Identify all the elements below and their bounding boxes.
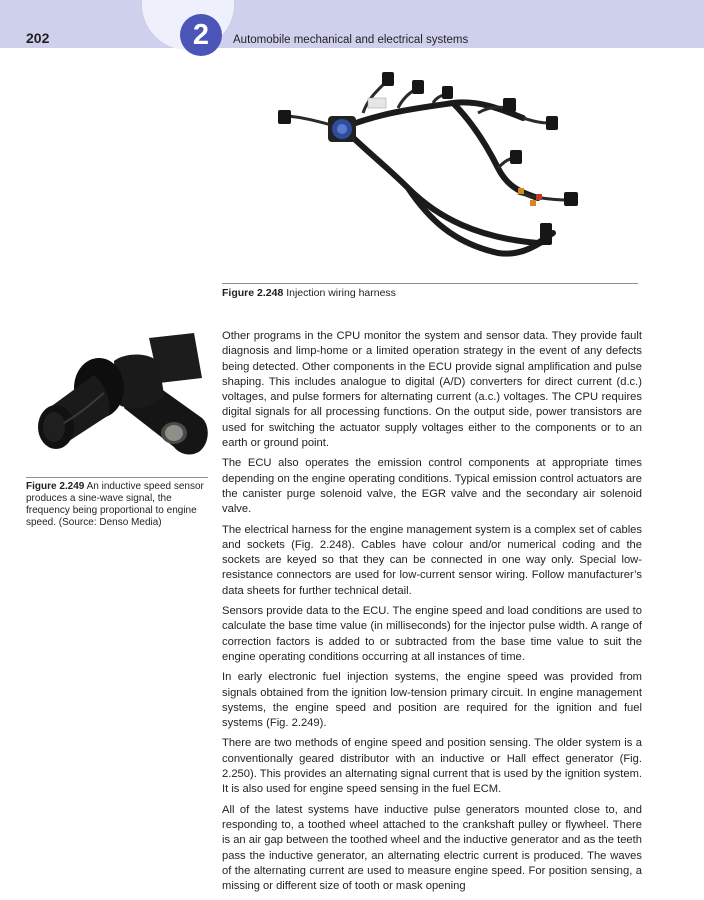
page-number: 202 [26,30,50,46]
body-paragraph: The ECU also operates the emission control components at appropriate times depending on the engine operating conditions. Typical emission control actuators are the canister purge solenoid valve, the EGR valve and the secondary air solenoid valve. [222,457,642,516]
body-paragraph: Other programs in the CPU monitor the system and sensor data. They provide fault diagnosis and limp-home or a limited operation strategy in the event of any defects being detected. Other components in the ECU provide signal amplification and pulse shaping. This includes analogue to digital (A/D) converters for direct current (d.c.) voltages, and pulse formers for alternating current (a.c.) voltages. The CPU requires digital signals for all processing functions. On the output side, power transistors are used for switching the actuator supply voltages either to the components or to an earth or ground point. [222,330,642,450]
inductive-speed-sensor-photo [24,323,214,473]
body-text [222,329,642,899]
figure-248-caption-text: Injection wiring harness [286,287,396,299]
body-paragraph: The electrical harness for the engine management system is a complex set of cables and sockets (Fig. 2.248). Cables have colour and/or numerical coding and the sockets are keyed so that they can be connected in one way only. Special low-resistance connectors are used for low-current sensor wiring. Follow manufacturer’s data sheets for further technical detail. [222,523,642,597]
figure-249-rule [26,477,208,478]
injection-wiring-harness-photo [268,68,628,278]
body-paragraph: There are two methods of engine speed and position sensing. The older system is a conventionally geared distributor with an inductive or Hall effect generator (Fig. 2.250). This provides an alternating signal current that is used by the ignition system. It is also used for engine speed sensing in the fuel ECM. [222,737,642,796]
figure-248-label: Figure 2.248 [222,287,284,299]
body-paragraph: All of the latest systems have inductive pulse generators mounted close to, and responding to, a toothed wheel attached to the crankshaft pulley or flywheel. There is an air gap between the toothed wheel and the inductive generator and as the teeth pass the inductive generator, an alternating electric current is produced. The waves of the alternating current are used to measure engine speed. For position sensing, a missing or different size of tooth or mask opening [222,803,642,893]
figure-249-label: Figure 2.249 [26,481,85,492]
figure-249-caption-text: An inductive speed sensor produces a sine-wave signal, the frequency being proportional to engine speed. (Source: Denso Media) [26,481,204,528]
running-head: Automobile mechanical and electrical systems [233,34,469,46]
figure-248-rule [222,283,638,284]
figure-248-caption [222,287,642,299]
body-paragraph: In early electronic fuel injection systems, the engine speed was provided from signals obtained from the ignition low-tension primary circuit. In engine management systems, the engine speed and position are required for the ignition and fuel systems (Fig. 2.249). [222,671,642,730]
chapter-badge: 2 [180,14,222,56]
figure-249-caption [26,481,206,529]
body-paragraph: Sensors provide data to the ECU. The engine speed and load conditions are used to calculate the base time value (in milliseconds) for the injector pulse width. A range of correction factors is added to or subtracted from the base time value to suit the engine operating conditions occurring at all instances of time. [222,605,642,663]
